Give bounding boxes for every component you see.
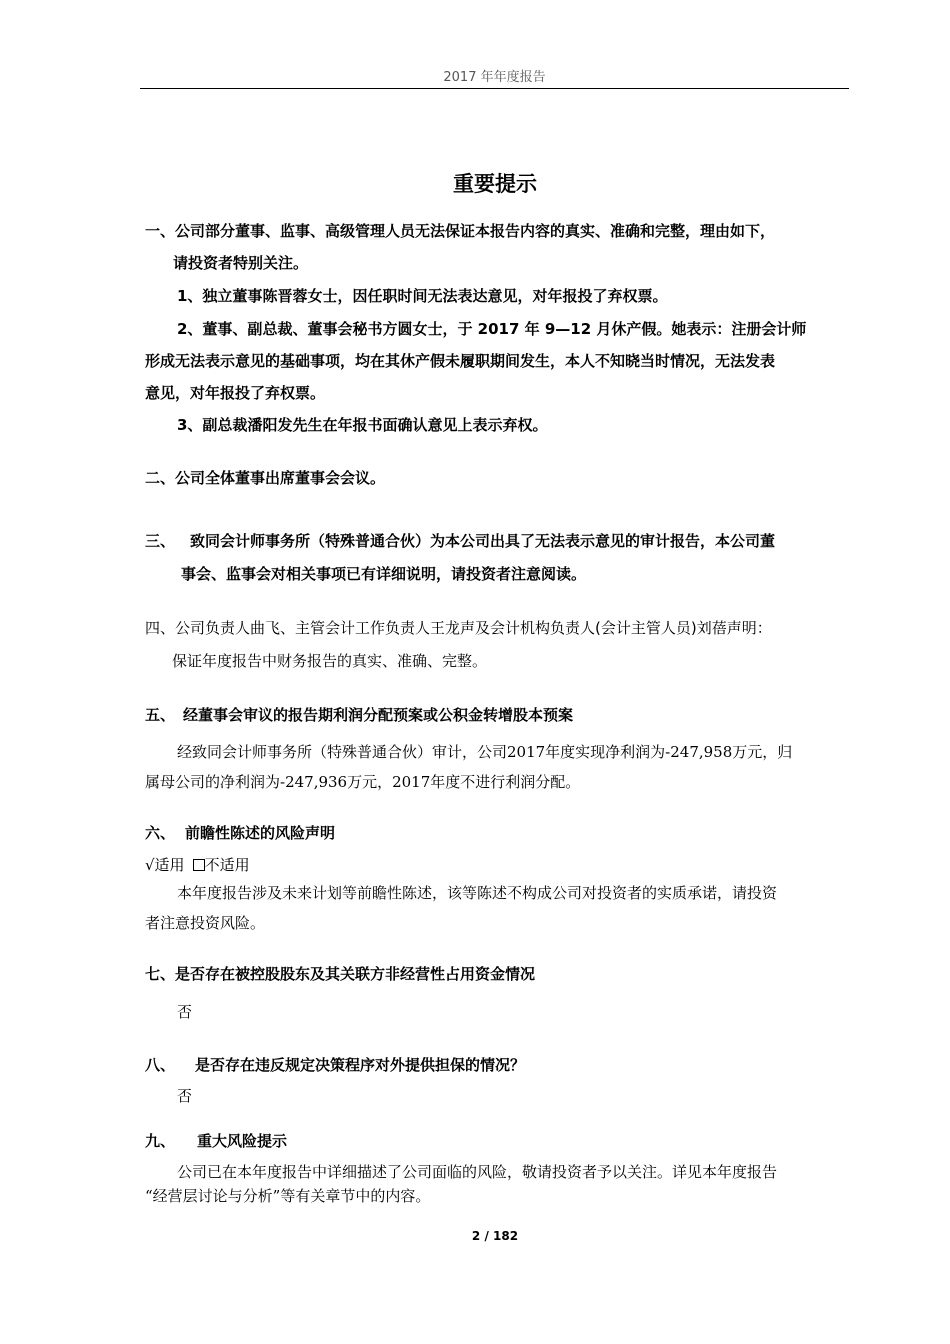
s4-line2: 保证年度报告中财务报告的真实、准确、完整。 <box>172 652 488 670</box>
s4-line1: 四、公司负责人曲飞、主管会计工作负责人王龙声及会计机构负责人(会计主管人员)刘蓓声明： <box>145 619 772 637</box>
s9-body-line1: 公司已在本年度报告中详细描述了公司面临的风险，敬请投资者予以关注。详见本年度报告 <box>177 1163 778 1181</box>
s2-line1: 二、公司全体董事出席董事会会议。 <box>145 469 386 487</box>
s6-body-line2: 者注意投资风险。 <box>145 914 266 932</box>
s3-line2: 事会、监事会对相关事项已有详细说明，请投资者注意阅读。 <box>181 565 587 583</box>
not-applicable-option: 不适用 <box>204 856 250 874</box>
s5-body-line1: 经致同会计师事务所（特殊普通合伙）审计，公司2017年度实现净利润为-247,958万元，归 <box>177 743 793 761</box>
s3-number: 三、 <box>145 532 176 550</box>
s1-item1: 1、独立董事陈晋蓉女士，因任职时间无法表达意见，对年报投了弃权票。 <box>177 287 668 305</box>
applicability-row <box>145 854 250 875</box>
header-divider <box>140 88 849 89</box>
checkbox-icon <box>193 859 205 871</box>
s6-heading: 前瞻性陈述的风险声明 <box>185 824 336 842</box>
s8-number: 八、 <box>145 1056 176 1074</box>
applicable-option: √适用 <box>145 856 185 874</box>
s5-number: 五、 <box>145 706 176 724</box>
s7-heading: 七、是否存在被控股股东及其关联方非经营性占用资金情况 <box>145 965 536 983</box>
s6-body-line1: 本年度报告涉及未来计划等前瞻性陈述，该等陈述不构成公司对投资者的实质承诺，请投资 <box>177 884 778 902</box>
s1-item2-line2: 形成无法表示意见的基础事项，均在其休产假未履职期间发生，本人不知晓当时情况，无法发表 <box>145 352 776 370</box>
s9-heading: 重大风险提示 <box>197 1132 288 1150</box>
s1-line1: 一、公司部分董事、监事、高级管理人员无法保证本报告内容的真实、准确和完整，理由如下， <box>145 222 776 240</box>
s1-item3: 3、副总裁潘阳发先生在年报书面确认意见上表示弃权。 <box>177 416 548 434</box>
page-title: 重要提示 <box>453 172 537 196</box>
running-header: 2017 年年度报告 <box>443 70 546 85</box>
page-number: 2 / 182 <box>471 1229 519 1243</box>
s1-line2: 请投资者特别关注。 <box>173 254 309 272</box>
s8-heading: 是否存在违反规定决策程序对外提供担保的情况？ <box>195 1056 526 1074</box>
s9-body-line2: “经营层讨论与分析”等有关章节中的内容。 <box>145 1187 431 1205</box>
s5-body-line2: 属母公司的净利润为-247,936万元，2017年度不进行利润分配。 <box>145 773 581 791</box>
s6-number: 六、 <box>145 824 176 842</box>
s3-line1: 致同会计师事务所（特殊普通合伙）为本公司出具了无法表示意见的审计报告，本公司董 <box>190 532 776 550</box>
s1-item2-line1: 2、董事、副总裁、董事会秘书方圆女士，于 2017 年 9—12 月休产假。她表示：注册会计师 <box>177 320 807 338</box>
s8-answer: 否 <box>177 1087 193 1105</box>
s7-answer: 否 <box>177 1003 193 1021</box>
s5-heading: 经董事会审议的报告期利润分配预案或公积金转增股本预案 <box>183 706 574 724</box>
s1-item2-line3: 意见，对年报投了弃权票。 <box>145 384 326 402</box>
s9-number: 九、 <box>145 1132 176 1150</box>
